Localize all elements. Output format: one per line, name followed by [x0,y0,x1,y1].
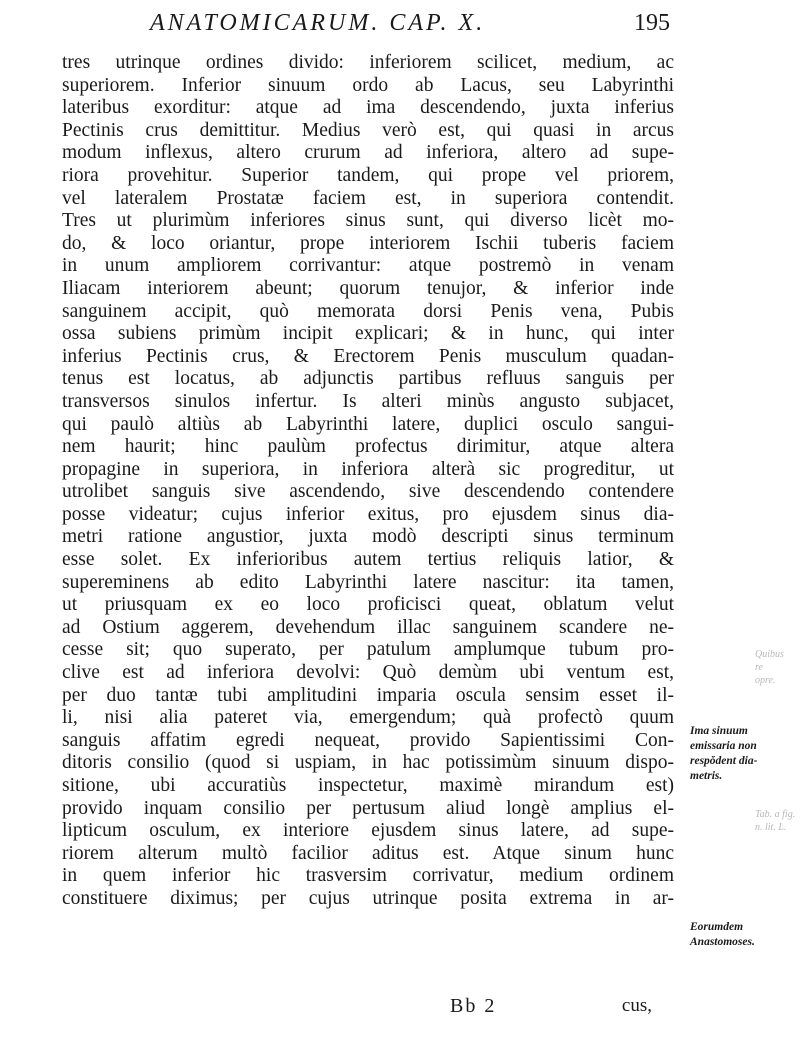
text-line: sanguis affatim egredi nequeat, provido Sapientissimi Con- [62,729,674,751]
text-line: sanguinem accipit, quò memorata dorsi Penis vena, Pubis [62,300,674,322]
margin-note-line: Anastomoses. [690,936,755,948]
text-line: qui paulò altiùs ab Labyrinthi latere, duplici osculo sangui- [62,413,674,435]
margin-note-line: metris. [690,770,723,782]
text-line: modum inflexus, altero crurum ad inferiora, altero ad supe- [62,142,674,164]
running-head [150,10,670,44]
text-line: inferius Pectinis crus, & Erectorem Penis musculum quadan- [62,345,674,367]
running-title: ANATOMICARUM. CAP. X. [150,10,486,36]
faint-note-line: Tab. a fig. [755,809,796,820]
text-line: ditoris consilio (quod si uspiam, in hac potissimùm sinuum dispo- [62,752,674,774]
text-line: clive est ad inferiora devolvi: Quò demùm ubi ventum est, [62,662,674,684]
faint-note-line: re [755,662,763,673]
margin-note-line: respŏdent dia- [690,755,758,767]
text-line: lateribus exorditur: atque ad ima descendendo, juxta inferius [62,97,674,119]
signature-mark: Bb 2 [450,995,497,1017]
text-line: vel lateralem Prostatæ faciem est, in superiora contendit. [62,187,674,209]
text-line: lipticum osculum, ex interiore ejusdem sinus latere, ad supe- [62,820,674,842]
text-line: constituere diximus; per cujus utrinque posita extrema in ar- [62,887,674,909]
text-line: cesse sit; quo superato, per patulum amplumque tubum pro- [62,639,674,661]
text-line: riorem alterum multò facilior aditus est. Atque sinum hunc [62,842,674,864]
faint-margin-note [755,648,800,687]
text-line: per duo tantæ tubi amplitudini imparia oscula sensim esset il- [62,684,674,706]
text-line: superiorem. Inferior sinuum ordo ab Lacus, seu Labyrinthi [62,74,674,96]
text-line: in quem inferior hic trasversim corrivatur, medium ordinem [62,865,674,887]
margin-note [690,724,798,784]
text-line: transversos sinulos infertur. Is alteri minùs angusto subjacet, [62,390,674,412]
text-line: propagine in superiora, in inferiora alterà sic progreditur, ut [62,458,674,480]
body-text [62,52,674,911]
text-line: provido inquam consilio per pertusum aliud longè amplius el- [62,797,674,819]
text-line: utrolibet sanguis sive ascendendo, sive descendendo contendere [62,481,674,503]
margin-note [690,920,798,950]
text-line: esse solet. Ex inferioribus autem tertius reliquis latior, & [62,549,674,571]
text-line: metri ratione angustior, juxta modò descripti sinus terminum [62,526,674,548]
faint-note-line: n. lit. L. [755,822,787,833]
page-footer [62,995,674,1025]
text-line: posse videatur; cujus inferior exitus, pro ejusdem sinus dia- [62,503,674,525]
page-number: 195 [634,10,670,36]
text-line: Pectinis crus demittitur. Medius verò est, qui quasi in arcus [62,119,674,141]
text-line: Tres ut plurimùm inferiores sinus sunt, qui diverso licèt mo- [62,210,674,232]
text-line: ut priusquam ex eo loco proficisci queat, oblatum velut [62,594,674,616]
margin-note-line: Ima sinuum [690,725,748,737]
margin-note-line: emissaria non [690,740,757,752]
text-line: nem haurit; hinc paulùm profectus dirimitur, atque altera [62,436,674,458]
text-line: do, & loco oriantur, prope interiorem Ischii tuberis faciem [62,232,674,254]
text-line: tenus est locatus, ab adjunctis partibus refluus sanguis per [62,368,674,390]
text-line: in unum ampliorem corrivantur: atque postremò in venam [62,255,674,277]
text-line: ad Ostium aggerem, devehendum illac sanguinem scandere ne- [62,616,674,638]
text-line: supereminens ab edito Labyrinthi latere nascitur: ita tamen, [62,571,674,593]
faint-note-line: Quibus [755,649,784,660]
catchword: cus, [621,995,652,1016]
text-line: Iliacam interiorem abeunt; quorum tenujor, & inferior inde [62,277,674,299]
text-line: sitione, ubi accuratiùs inspectetur, maximè mirandum est) [62,775,674,796]
faint-margin-note [755,808,800,834]
text-line: tres utrinque ordines divido: inferiorem scilicet, medium, ac [62,52,674,73]
margin-note-line: Eorumdem [690,921,744,933]
faint-note-line: opre. [755,675,776,686]
text-line: riora provehitur. Superior tandem, qui prope vel priorem, [62,164,674,186]
text-line: ossa subiens primùm incipit explicari; & in hunc, qui inter [62,323,674,345]
text-line: li, nisi alia pateret via, emergendum; quà profectò quum [62,707,674,729]
